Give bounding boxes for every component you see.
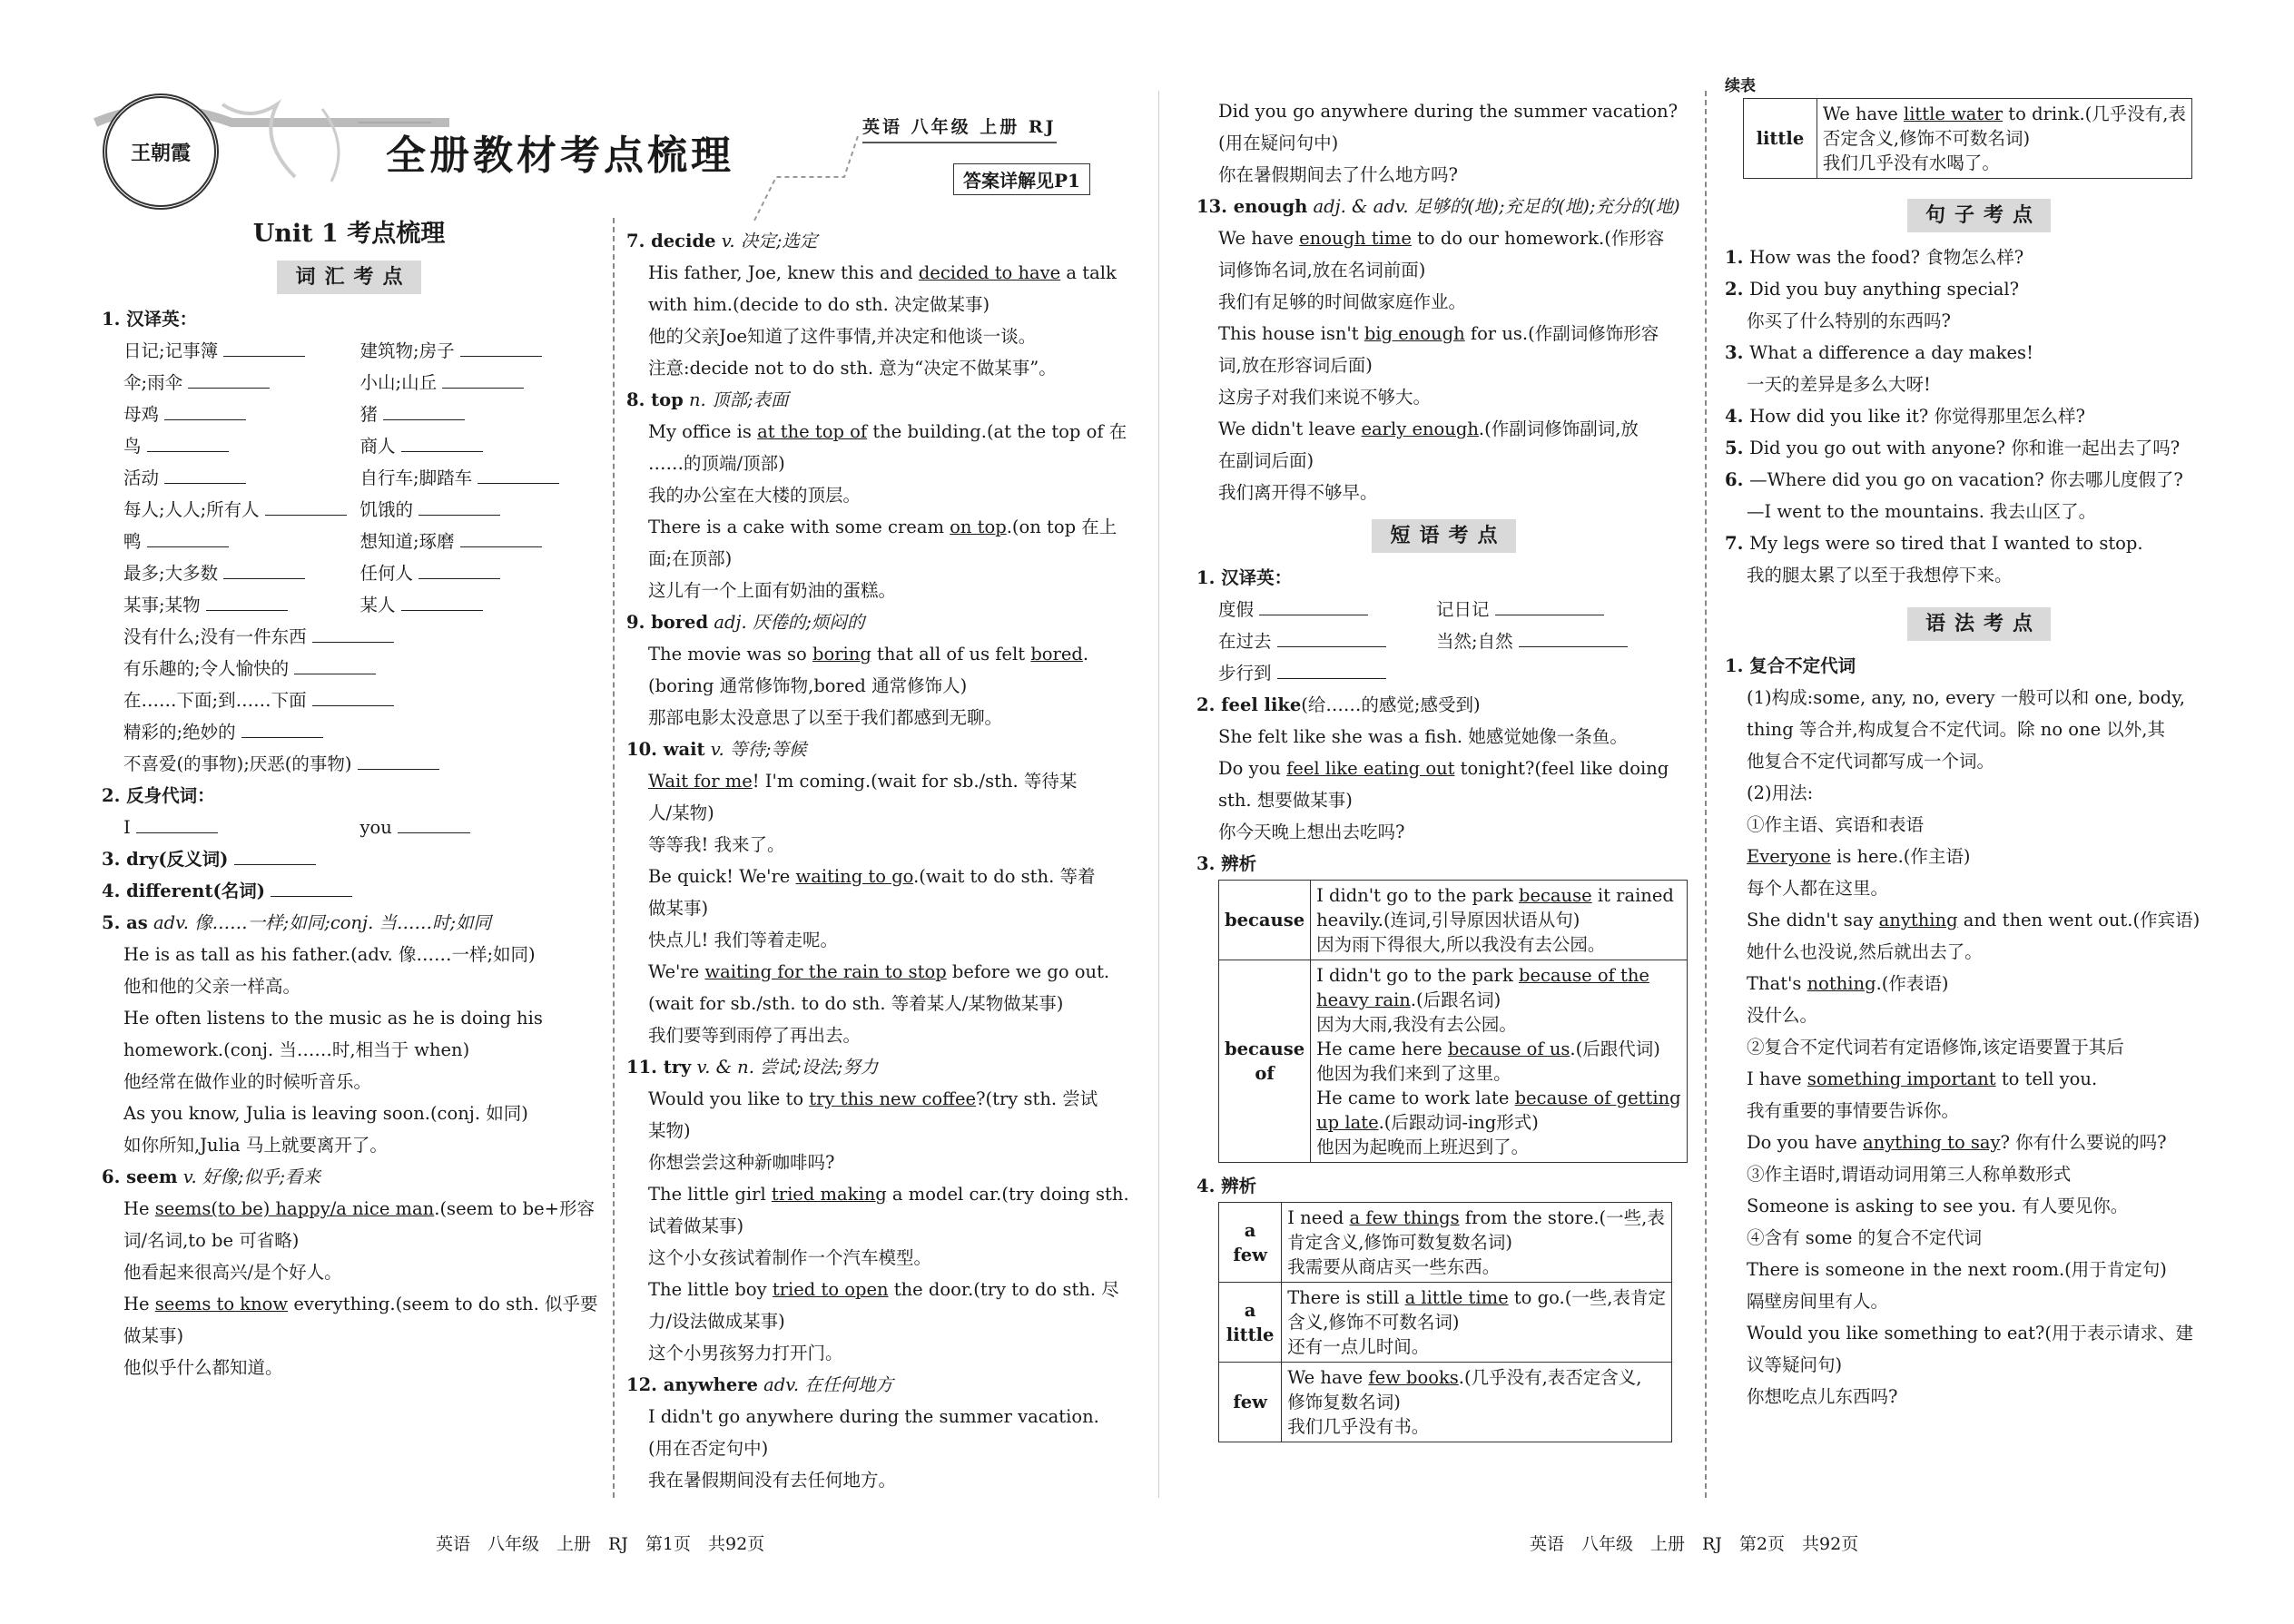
text-line: He often listens to the music as he is doing his bbox=[123, 1008, 543, 1029]
q8-heading: 8. top n. 顶部;表面 bbox=[626, 389, 789, 410]
vocab-item: 有乐趣的;令人愉快的 bbox=[123, 653, 596, 684]
vocab-item: 在……下面;到……下面 bbox=[123, 684, 596, 716]
phrase-row: 度假 记日记 bbox=[1218, 594, 1691, 625]
p2-heading: 2. feel like(给……的感觉;感受到) bbox=[1196, 694, 1481, 715]
sentence-line: 你买了什么特别的东西吗? bbox=[1747, 310, 1951, 331]
text-line: She didn't say anything and then went out.(作宾语) bbox=[1747, 910, 2200, 930]
text-line: I need a few things from the store.(一些,表 bbox=[1287, 1207, 1665, 1228]
q10-heading: 10. wait v. 等待;等候 bbox=[626, 739, 807, 760]
answer-blank[interactable] bbox=[1277, 628, 1386, 647]
answer-blank[interactable] bbox=[442, 369, 524, 389]
because-table: because I didn't go to the park because it rained heavily.(连词,引导原因状语从句) 因为雨下得很大,所以我没有去公园。 because of I didn't go to the park because of the heavy rain.(后跟名词) 因为大雨,我没有去公园。 He came here because of us.(后跟代词) 他因为我们来到了这里。 He came to work late because of getting up late.(后跟动词-ing形式) 他因为起晚而上班迟到了。 bbox=[1218, 880, 1688, 1163]
text-line: 她什么也没说,然后就出去了。 bbox=[1747, 941, 1983, 962]
column-4 bbox=[1725, 74, 2233, 1412]
section-phrase-heading: 短语考点 bbox=[1196, 519, 1691, 553]
vocab-row: 最多;大多数 任何人 bbox=[123, 557, 596, 589]
answer-blank[interactable] bbox=[265, 497, 347, 516]
sentence-line: 4. How did you like it? 你觉得那里怎么样? bbox=[1725, 406, 2085, 427]
q7-heading: 7. decide v. 决定;选定 bbox=[626, 231, 818, 251]
answer-blank[interactable] bbox=[312, 687, 394, 706]
text-line: ①作主语、宾语和表语 bbox=[1747, 814, 1925, 835]
text-line: I didn't go to the park because it rained bbox=[1316, 885, 1674, 906]
answer-blank[interactable] bbox=[401, 433, 483, 452]
text-line: I have something important to tell you. bbox=[1747, 1068, 2098, 1089]
q1-heading: 1. 汉译英： bbox=[102, 309, 198, 330]
answer-blank[interactable] bbox=[460, 528, 542, 547]
phrase-row: 步行到 bbox=[1218, 657, 1691, 689]
answer-blank[interactable] bbox=[460, 338, 542, 357]
q6-lines: He seems(to be) happy/a nice man.(seem to be+形容 词/名词,to be 可省略) 他看起来很高兴/是个好人。 He seems to know everything.(seem to do sth. 似乎要 做某事) 他似乎什么都知道。 bbox=[123, 1198, 598, 1378]
text-line: 他经常在做作业的时候听音乐。 bbox=[123, 1071, 372, 1092]
vocab-row: 伞;雨伞 小山;山丘 bbox=[123, 367, 596, 399]
header bbox=[86, 86, 1121, 222]
sentence-list bbox=[1725, 241, 2233, 591]
text-line: 隔壁房间里有人。 bbox=[1747, 1291, 1889, 1312]
vocab-grid bbox=[102, 335, 596, 621]
text-line: As you know, Julia is leaving soon.(conj. 如同) bbox=[123, 1103, 528, 1124]
text-line: 我有重要的事情要告诉你。 bbox=[1747, 1100, 1960, 1121]
text-line: 含义,修饰不可数名词) bbox=[1287, 1312, 1460, 1333]
logo-text: 王朝霞 bbox=[130, 141, 191, 165]
sentence-line: 我的腿太累了以至于我想停下来。 bbox=[1747, 565, 2013, 586]
answer-blank[interactable] bbox=[383, 401, 465, 420]
vocab-row: 每人;人人;所有人 饥饿的 bbox=[123, 494, 596, 526]
text-line: ③作主语时,谓语动词用第三人称单数形式 bbox=[1747, 1164, 2072, 1185]
page-title: 全册教材考点梳理 bbox=[386, 133, 734, 179]
answer-blank[interactable] bbox=[478, 465, 559, 484]
vocab-single-list bbox=[102, 621, 596, 780]
answer-blank[interactable] bbox=[223, 338, 305, 357]
answer-blank[interactable] bbox=[418, 497, 500, 516]
text-line: (1)构成:some, any, no, every 一般可以和 one, body, bbox=[1747, 687, 2185, 708]
q5-lines bbox=[102, 939, 596, 1161]
text-line: We have few books.(几乎没有,表否定含义, bbox=[1287, 1367, 1642, 1388]
sentence-line: 一天的差异是多么大呀! bbox=[1747, 374, 1931, 395]
answer-blank[interactable] bbox=[206, 592, 288, 611]
phrase-grid bbox=[1196, 594, 1691, 689]
text-line: homework.(conj. 当……时,相当于 when) bbox=[123, 1039, 470, 1060]
answer-blank[interactable] bbox=[147, 528, 229, 547]
section-grammar-heading: 语法考点 bbox=[1725, 607, 2233, 641]
sentence-line: 5. Did you go out with anyone? 你和谁一起出去了吗? bbox=[1725, 438, 2181, 458]
text-line: I didn't go to the park because of the bbox=[1316, 965, 1649, 986]
text-line: 否定含义,修饰不可数名词) bbox=[1822, 128, 2031, 149]
vocab-row: 活动 自行车;脚踏车 bbox=[123, 462, 596, 494]
answer-blank[interactable] bbox=[241, 719, 323, 738]
text-line: 因为雨下得很大,所以我没有去公园。 bbox=[1316, 934, 1606, 955]
text-line: 他复合不定代词都写成一个词。 bbox=[1747, 751, 1995, 772]
q12-heading: 12. anywhere adv. 在任何地方 bbox=[626, 1374, 893, 1395]
answer-blank[interactable] bbox=[1495, 596, 1604, 615]
footer-left: 英语 八年级 上册 RJ 第1页 共92页 bbox=[436, 1534, 765, 1554]
text-line: Someone is asking to see you. 有人要见你。 bbox=[1747, 1196, 2129, 1216]
sentence-line: 3. What a difference a day makes! bbox=[1725, 342, 2033, 363]
vocab-item: 不喜爱(的事物);厌恶(的事物) bbox=[123, 748, 596, 780]
table-row: a few I need a few things from the store.(一些,表 肯定含义,修饰可数复数名词) 我需要从商店买一些东西。 bbox=[1219, 1203, 1672, 1283]
q6-heading: 6. seem v. 好像;似乎;看来 bbox=[102, 1166, 321, 1187]
column-divider-3 bbox=[1705, 91, 1707, 1498]
text-line: We have little water to drink.(几乎没有,表 bbox=[1822, 103, 2186, 124]
vocab-row: 鸟 商人 bbox=[123, 430, 596, 462]
vocab-row: 鸭 想知道;琢磨 bbox=[123, 526, 596, 557]
continued-label: 续表 bbox=[1725, 77, 1756, 95]
q2-heading: 2. 反身代词： bbox=[102, 785, 215, 806]
page-divider-center bbox=[1158, 91, 1159, 1498]
text-line: There is still a little time to go.(一些,表肯定 bbox=[1287, 1287, 1666, 1308]
text-line: 如你所知,Julia 马上就要离开了。 bbox=[123, 1135, 388, 1156]
column-divider-1 bbox=[613, 218, 615, 1498]
text-line: That's nothing.(作表语) bbox=[1747, 973, 1949, 994]
text-line: 我们几乎没有书。 bbox=[1287, 1416, 1430, 1437]
column-3: Did you go anywhere during the summer vacation? (用在疑问句中) 你在暑假期间去了什么地方吗? 13. enough adj. & adv. 足够的(地);充足的(地);充分的(地) We have enough time to do our homework.(作形容 词修饰名词,放在名词前面) 我们有足够的时间做家庭作业。 This house isn't big enough for us.(作副词修饰形容 词,放在形容词后面) 这房子对我们来说不够大。 We didn't leave early enough.(作副词修饰副词,放 在副词后面) 我们离开得不够早。 短语考点 1. 汉译英： 度假 记日记 在过去 当然;自然 步行到 2. feel like(给……的感觉;感受到) She felt like she was a fish. 她感觉她像一条鱼。 Do you feel like eating out tonight?(feel like doing sth. 想要做某事) 你今天晚上想出去吃吗? 3. 辨析 because I didn't go to the park because it rained heavily.(连词,引导原因状语从句) 因为雨下得很大,所以我没有去公园。 because of I didn't go to the park because of the heavy rain.(后跟名词) 因为大雨,我没有去公园。 He came here because of us.(后跟代词) 他因为我们来到了这里。 He came to work late because of getting up late.(后跟动词-ing形式) 他因为起晚而上班迟到了。 4. 辨析 a few I need a few things from the store.(一些,表 肯定含义,修饰可数复数名词) 我需要从商店买一些东西。 a little There is still a little time to go.(一些,表肯定 含义,修饰不可数名词) 还有一点儿时间。 few We have few books.(几乎没有,表否定含义, 修饰复数名词) 我们几乎没有书。 bbox=[1196, 95, 1691, 1442]
text-line: 每个人都在这里。 bbox=[1747, 878, 1889, 899]
q3-heading: 3. dry(反义词) bbox=[102, 843, 596, 875]
sentence-line: 2. Did you buy anything special? bbox=[1725, 279, 2020, 300]
sentence-line: 7. My legs were so tired that I wanted to stop. bbox=[1725, 533, 2143, 554]
text-line: (2)用法: bbox=[1747, 782, 1814, 803]
answer-blank[interactable] bbox=[294, 655, 376, 674]
phrase-row: 在过去 当然;自然 bbox=[1218, 625, 1691, 657]
answer-blank[interactable] bbox=[147, 433, 229, 452]
text-line: 没什么。 bbox=[1747, 1005, 1818, 1026]
text-line: heavy rain.(后跟名词) bbox=[1316, 989, 1501, 1010]
table-row: a little There is still a little time to go.(一些,表肯定 含义,修饰不可数名词) 还有一点儿时间。 bbox=[1219, 1283, 1672, 1363]
text-line: 议等疑问句) bbox=[1747, 1354, 1843, 1375]
q13-heading: 13. enough adj. & adv. 足够的(地);充足的(地);充分的(地) bbox=[1196, 196, 1680, 217]
answer-blank[interactable] bbox=[358, 751, 439, 770]
text-line: thing 等合并,构成复合不定代词。除 no one 以外,其 bbox=[1747, 719, 2166, 740]
answer-blank[interactable] bbox=[401, 592, 483, 611]
text-line: 他因为起晚而上班迟到了。 bbox=[1316, 1137, 1530, 1157]
column-2: 7. decide v. 决定;选定 His father, Joe, knew this and decided to have a talk with him.(decide to do sth. 决定做某事) 他的父亲Joe知道了这件事情,并决定和他谈一谈。 注意:decide not to do sth. 意为“决定不做某事”。 8. top n. 顶部;表面 My office is at the top of the building.(at the top of 在 ……的顶端/顶部) 我的办公室在大楼的顶层。 There is a cake with some cream on top.(on top 在上 面;在顶部) 这儿有一个上面有奶油的蛋糕。 9. bored adj. 厌倦的;烦闷的 The movie was so boring that all of us felt bored. (boring 通常修饰物,bored 通常修饰人) 那部电影太没意思了以至于我们都感到无聊。 10. wait v. 等待;等候 Wait for me! I'm coming.(wait for sb./sth. 等待某 人/某物) 等等我! 我来了。 Be quick! We're waiting to go.(wait to do sth. 等着 做某事) 快点儿! 我们等着走呢。 We're waiting for the rain to stop before we go out. (wait for sb./sth. to do sth. 等着某人/某物做某事) 我们要等到雨停了再出去。 11. try v. & n. 尝试;设法;努力 Would you like to try this new coffee?(try sth. 尝试 某物) 你想尝尝这种新咖啡吗? The little girl tried making a model car.(try doing sth. 试着做某事) 这个小女孩试着制作一个汽车模型。 The little boy tried to open the door.(try to do sth. 尽 力/设法做成某事) 这个小男孩努力打开门。 12. anywhere adv. 在任何地方 I didn't go anywhere during the summer vacation. (用在否定句中) 我在暑假期间没有去任何地方。 bbox=[626, 225, 1121, 1496]
q11-heading: 11. try v. & n. 尝试;设法;努力 bbox=[626, 1057, 879, 1078]
vocab-row: 母鸡 猪 bbox=[123, 399, 596, 430]
text-line: 修饰复数名词) bbox=[1287, 1392, 1401, 1412]
text-line: Would you like something to eat?(用于表示请求、建 bbox=[1747, 1323, 2193, 1343]
text-line: ④含有 some 的复合不定代词 bbox=[1747, 1227, 1983, 1248]
unit-title: Unit 1 考点梳理 bbox=[252, 220, 446, 248]
text-line: 我需要从商店买一些东西。 bbox=[1287, 1256, 1501, 1277]
vocab-item: 精彩的;绝妙的 bbox=[123, 716, 596, 748]
text-line: up late.(后跟动词-ing形式) bbox=[1316, 1112, 1539, 1133]
text-line: He is as tall as his father.(adv. 像……一样;如同) bbox=[123, 944, 536, 965]
q9-heading: 9. bored adj. 厌倦的;烦闷的 bbox=[626, 612, 865, 633]
answer-blank[interactable] bbox=[1519, 628, 1628, 647]
answer-reference: 答案详解见P1 bbox=[953, 163, 1090, 195]
p3-heading: 3. 辨析 bbox=[1196, 853, 1257, 874]
subject-tag: 英语 八年级 上册 RJ bbox=[862, 113, 1057, 143]
little-table: little We have little water to drink.(几乎没有,表 否定含义,修饰不可数名词) 我们几乎没有水喝了。 bbox=[1743, 98, 2192, 179]
text-line: 因为大雨,我没有去公园。 bbox=[1316, 1014, 1517, 1035]
reflexive-row: I you bbox=[102, 812, 596, 843]
footer-right: 英语 八年级 上册 RJ 第2页 共92页 bbox=[1530, 1534, 1859, 1554]
answer-blank[interactable] bbox=[312, 624, 394, 643]
column-1 bbox=[102, 218, 596, 1383]
vocab-item: 没有什么;没有一件东西 bbox=[123, 621, 596, 653]
text-line: 他因为我们来到了这里。 bbox=[1316, 1063, 1511, 1084]
text-line: He came to work late because of getting bbox=[1316, 1088, 1681, 1108]
text-line: 你想吃点儿东西吗? bbox=[1747, 1386, 1898, 1407]
sentence-line: —I went to the mountains. 我去山区了。 bbox=[1747, 501, 2097, 522]
answer-blank[interactable] bbox=[1259, 596, 1368, 615]
grammar-lines bbox=[1725, 682, 2233, 1412]
logo-badge bbox=[103, 94, 219, 210]
sentence-line: 6. —Where did you go on vacation? 你去哪儿度假了? bbox=[1725, 469, 2183, 490]
p1-heading: 1. 汉译英： bbox=[1196, 567, 1293, 588]
section-sentence-heading: 句子考点 bbox=[1725, 199, 2233, 232]
q4-heading: 4. different(名词) bbox=[102, 875, 596, 907]
answer-blank[interactable] bbox=[164, 401, 246, 420]
q5-heading: 5. as adv. 像……一样;如同;conj. 当……时;如同 bbox=[102, 912, 492, 933]
text-line: 他和他的父亲一样高。 bbox=[123, 976, 301, 997]
answer-blank[interactable] bbox=[188, 369, 270, 389]
sentence-line: 1. How was the food? 食物怎么样? bbox=[1725, 247, 2024, 268]
vocab-row: 某事;某物 某人 bbox=[123, 589, 596, 621]
answer-blank[interactable] bbox=[418, 560, 500, 579]
text-line: 我们几乎没有水喝了。 bbox=[1822, 153, 2000, 173]
text-line: Everyone is here.(作主语) bbox=[1747, 846, 1971, 867]
vocab-row: 日记;记事簿 建筑物;房子 bbox=[123, 335, 596, 367]
table-row: few We have few books.(几乎没有,表否定含义, 修饰复数名词) 我们几乎没有书。 bbox=[1219, 1363, 1672, 1442]
p4-heading: 4. 辨析 bbox=[1196, 1176, 1257, 1196]
text-line: There is someone in the next room.(用于肯定句) bbox=[1747, 1259, 2167, 1280]
text-line: 肯定含义,修饰可数复数名词) bbox=[1287, 1232, 1513, 1253]
text-line: He came here because of us.(后跟代词) bbox=[1316, 1038, 1660, 1059]
section-vocab-heading: 词汇考点 bbox=[102, 261, 596, 294]
answer-blank[interactable] bbox=[1277, 660, 1386, 679]
text-line: ②复合不定代词若有定语修饰,该定语要置于其后 bbox=[1747, 1037, 2124, 1058]
text-line: heavily.(连词,引导原因状语从句) bbox=[1316, 910, 1580, 930]
grammar-heading: 1. 复合不定代词 bbox=[1725, 655, 1856, 676]
answer-blank[interactable] bbox=[164, 465, 246, 484]
text-line: 还有一点儿时间。 bbox=[1287, 1336, 1430, 1357]
answer-blank[interactable] bbox=[223, 560, 305, 579]
few-little-table bbox=[1218, 1202, 1672, 1442]
text-line: Do you have anything to say? 你有什么要说的吗? bbox=[1747, 1132, 2167, 1153]
